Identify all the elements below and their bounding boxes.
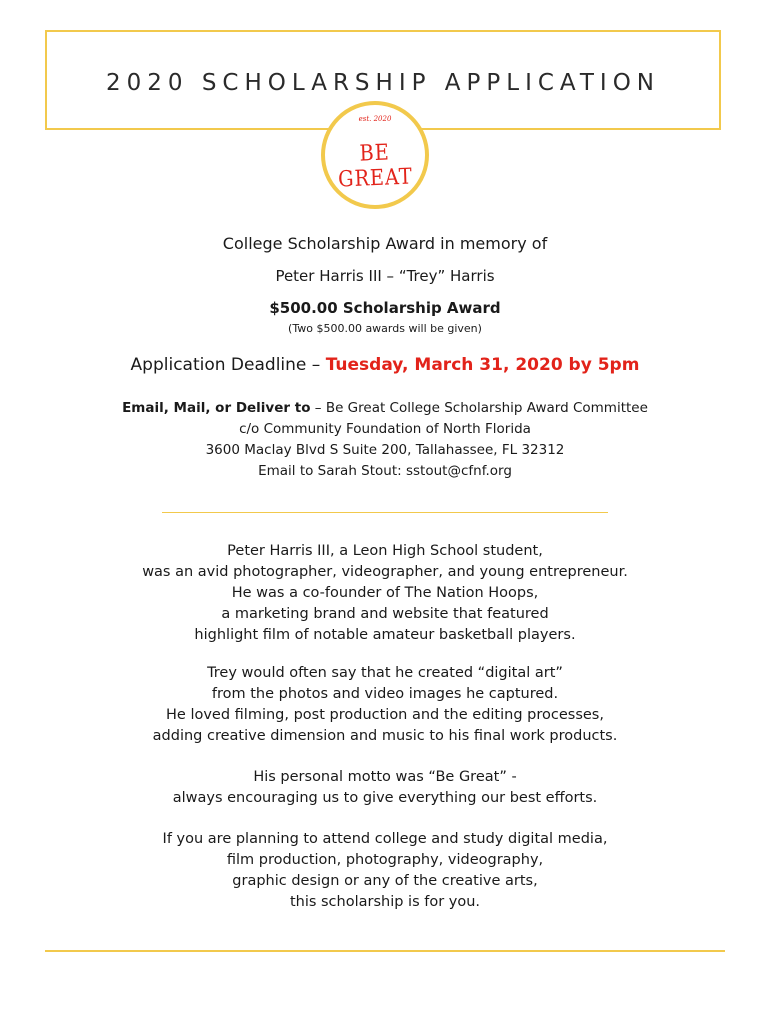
be-great-logo xyxy=(321,101,429,209)
eligibility-paragraph xyxy=(0,829,770,913)
motto-paragraph xyxy=(0,767,770,809)
delivery-line-1 xyxy=(0,398,770,419)
deadline-date: Tuesday, March 31, 2020 by 5pm xyxy=(325,355,640,375)
page-title: 2020 SCHOLARSHIP APPLICATION xyxy=(105,70,661,96)
eligibility-line: graphic design or any of the creative arts, xyxy=(232,873,538,889)
deadline-line xyxy=(0,355,770,375)
section-divider xyxy=(162,512,608,513)
delivery-line-3: 3600 Maclay Blvd S Suite 200, Tallahassee, FL 32312 xyxy=(205,442,565,458)
delivery-committee: – Be Great College Scholarship Award Committee xyxy=(310,400,648,416)
digital-art-line: adding creative dimension and music to his final work products. xyxy=(152,728,618,744)
eligibility-line: If you are planning to attend college and study digital media, xyxy=(162,831,608,847)
logo-small-text: est. 2020 xyxy=(358,115,392,123)
delivery-address xyxy=(0,398,770,482)
award-memory-line: College Scholarship Award in memory of xyxy=(222,234,548,253)
motto-line: His personal motto was “Be Great” - xyxy=(253,769,517,785)
bio-line: Peter Harris III, a Leon High School student, xyxy=(227,543,543,559)
eligibility-line: this scholarship is for you. xyxy=(289,894,481,910)
bio-line: was an avid photographer, videographer, and young entrepreneur. xyxy=(142,564,628,580)
eligibility-line: film production, photography, videography, xyxy=(226,852,544,868)
delivery-line-2: c/o Community Foundation of North Florida xyxy=(239,421,531,437)
bio-paragraph xyxy=(0,541,770,646)
delivery-label: Email, Mail, or Deliver to xyxy=(122,400,311,416)
bio-line: a marketing brand and website that featured xyxy=(221,606,549,622)
honoree-name: Peter Harris III – “Trey” Harris xyxy=(275,267,495,285)
bio-line: highlight film of notable amateur basketball players. xyxy=(194,627,576,643)
motto-line: always encouraging us to give everything our best efforts. xyxy=(172,790,598,806)
delivery-email-line: Email to Sarah Stout: sstout@cfnf.org xyxy=(258,463,512,479)
deadline-label: Application Deadline – xyxy=(130,355,326,375)
award-amount: $500.00 Scholarship Award xyxy=(269,299,501,317)
digital-art-paragraph xyxy=(0,663,770,747)
logo-main-text: BE GREAT xyxy=(337,140,413,193)
digital-art-line: from the photos and video images he captured. xyxy=(211,686,559,702)
digital-art-line: He loved filming, post production and the editing processes, xyxy=(166,707,604,723)
award-note: (Two $500.00 awards will be given) xyxy=(288,322,482,335)
footer-divider xyxy=(45,950,725,952)
digital-art-line: Trey would often say that he created “digital art” xyxy=(207,665,563,681)
bio-line: He was a co-founder of The Nation Hoops, xyxy=(231,585,539,601)
